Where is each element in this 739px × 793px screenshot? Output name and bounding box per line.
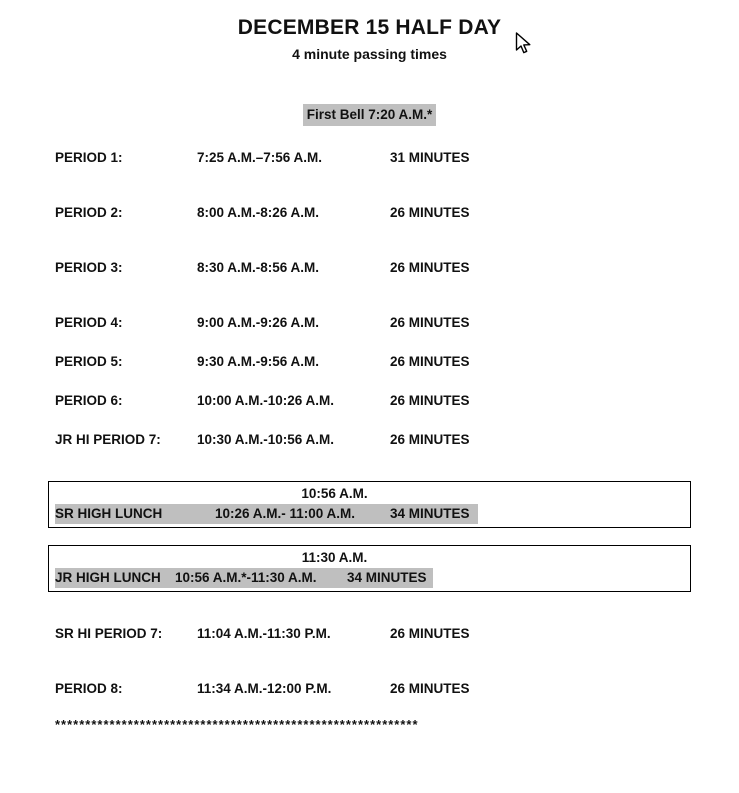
- period-time: 10:00 A.M.-10:26 A.M.: [197, 393, 335, 408]
- period-duration: 26 MINUTES: [390, 626, 470, 641]
- schedule-row: [0, 203, 739, 223]
- lunch-duration: 34 MINUTES: [347, 570, 427, 585]
- lunch-label: SR HIGH LUNCH: [55, 506, 163, 521]
- sr-high-lunch-row: [55, 504, 478, 524]
- period-time: 10:30 A.M.-10:56 A.M.: [197, 432, 335, 447]
- period-duration: 26 MINUTES: [390, 432, 470, 447]
- page-subtitle: 4 minute passing times: [292, 46, 447, 62]
- period-label: PERIOD 1:: [55, 150, 123, 165]
- schedule-row: [0, 258, 739, 278]
- period-time: 9:30 A.M.-9:56 A.M.: [197, 354, 320, 369]
- period-label: PERIOD 3:: [55, 260, 123, 275]
- period-label: PERIOD 2:: [55, 205, 123, 220]
- period-duration: 31 MINUTES: [390, 150, 470, 165]
- period-duration: 26 MINUTES: [390, 393, 470, 408]
- jr-lunch-dismissal-time: 11:30 A.M.: [301, 550, 368, 565]
- page-title: DECEMBER 15 HALF DAY: [237, 16, 502, 39]
- period-time: 9:00 A.M.-9:26 A.M.: [197, 315, 320, 330]
- period-duration: 26 MINUTES: [390, 260, 470, 275]
- schedule-row: [0, 430, 739, 450]
- schedule-row: [0, 313, 739, 333]
- jr-high-lunch-row: [55, 568, 433, 588]
- lunch-label: JR HIGH LUNCH: [55, 570, 161, 585]
- period-duration: 26 MINUTES: [390, 354, 470, 369]
- sr-high-lunch-box: [48, 481, 691, 528]
- period-label: PERIOD 6:: [55, 393, 123, 408]
- lunch-time: 10:26 A.M.- 11:00 A.M.: [215, 506, 356, 521]
- period-time: 7:25 A.M.–7:56 A.M.: [197, 150, 323, 165]
- mouse-cursor-icon: [515, 32, 533, 58]
- first-bell-note: First Bell 7:20 A.M.*: [303, 104, 437, 126]
- schedule-row: [0, 624, 739, 644]
- first-bell-line: [0, 104, 739, 126]
- lunch-duration: 34 MINUTES: [390, 506, 470, 521]
- asterisk-divider: ************************************************************: [55, 717, 419, 732]
- period-time: 11:04 A.M.-11:30 P.M.: [197, 626, 331, 641]
- schedule-row: [0, 679, 739, 699]
- sr-lunch-dismissal-time: 10:56 A.M.: [301, 486, 368, 501]
- period-label: PERIOD 5:: [55, 354, 123, 369]
- period-label: JR HI PERIOD 7:: [55, 432, 161, 447]
- schedule-row: [0, 391, 739, 411]
- lunch-time: 10:56 A.M.*-11:30 A.M.: [175, 570, 317, 585]
- period-label: PERIOD 8:: [55, 681, 123, 696]
- period-duration: 26 MINUTES: [390, 205, 470, 220]
- period-time: 8:00 A.M.-8:26 A.M.: [197, 205, 320, 220]
- schedule-table: [0, 148, 739, 450]
- jr-high-lunch-box: [48, 545, 691, 592]
- period-label: SR HI PERIOD 7:: [55, 626, 163, 641]
- period-duration: 26 MINUTES: [390, 681, 470, 696]
- schedule-row: [0, 148, 739, 168]
- period-time: 8:30 A.M.-8:56 A.M.: [197, 260, 320, 275]
- period-label: PERIOD 4:: [55, 315, 123, 330]
- period-time: 11:34 A.M.-12:00 P.M.: [197, 681, 332, 696]
- period-duration: 26 MINUTES: [390, 315, 470, 330]
- schedule-row: [0, 352, 739, 372]
